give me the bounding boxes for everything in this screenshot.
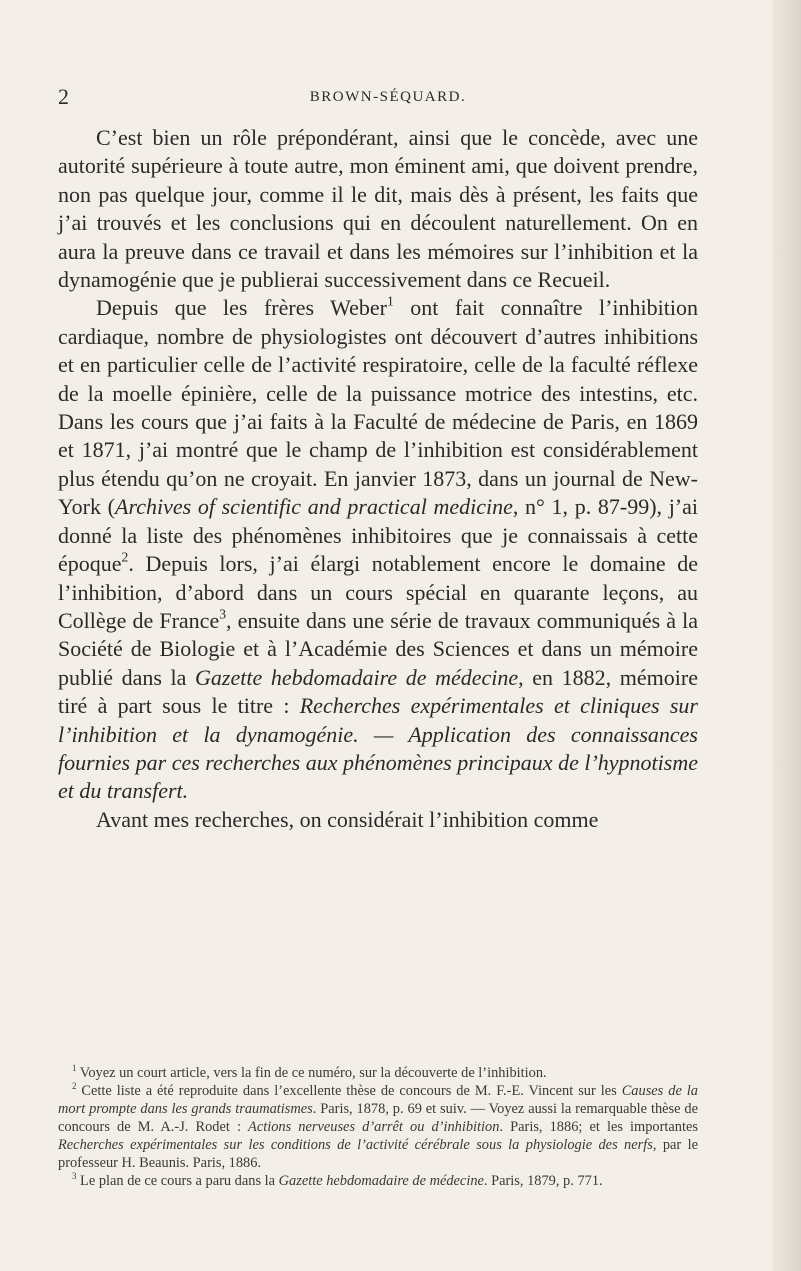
- journal-title-archives: Archives of scientific and practical medicine: [115, 494, 513, 520]
- paragraph-2: [58, 294, 698, 805]
- footnote-3-part-a: Le plan de ce cours a paru dans la: [76, 1173, 279, 1189]
- footnotes: [58, 1064, 698, 1190]
- footnote-ref-3: 3: [219, 606, 227, 622]
- footnote-2-part-a: Cette liste a été reproduite dans l’excellente thèse de concours de M. F.-E. Vincent sur les: [76, 1083, 622, 1099]
- footnote-2-part-d: , par le professeur H. Beaunis. Paris, 1886.: [58, 1137, 698, 1171]
- page-edge: [773, 0, 801, 1271]
- footnote-1-mark: 1: [72, 1062, 77, 1073]
- running-head: BROWN-SÉQUARD.: [309, 89, 467, 105]
- footnote-ref-2: 2: [121, 549, 129, 565]
- footnote-ref-1: 1: [386, 293, 394, 309]
- page-header: [58, 82, 718, 112]
- footnote-3-title-gazette: Gazette hebdomadaire de médecine: [278, 1173, 484, 1189]
- memoir-title: Recherches expérimentales et cliniques sur l’inhibition et la dynamogénie. — Application des connaissances fournies par ces recherches aux phénomènes principaux de l’hypnotisme et du transfert.: [58, 693, 698, 804]
- paragraph-2-part-e: , ensuite dans une série de travaux communiqués à la Société de Biologie et à l’Académie des Sciences et dans un mémoire publié dans la: [58, 607, 698, 690]
- footnote-3-part-b: . Paris, 1879, p. 771.: [483, 1173, 603, 1189]
- paragraph-2-part-a: Depuis que les frères Weber: [96, 295, 387, 321]
- footnote-2-title-causes: Causes de la mort prompte dans les grands traumatismes: [58, 1083, 698, 1117]
- footnote-2-mark: 2: [72, 1080, 77, 1091]
- paragraph-2-part-f: , en 1882, mémoire tiré à part sous le titre :: [58, 664, 698, 719]
- paragraph-2-part-c: , n° 1, p. 87-99), j’ai donné la liste des phénomènes inhibitoires que je connaissais à cette époque: [58, 494, 699, 577]
- main-text: [58, 124, 698, 834]
- footnote-3: [58, 1172, 698, 1190]
- paragraph-3: [58, 806, 698, 834]
- paragraph-2-part-d: . Depuis lors, j’ai élargi notablement encore le domaine de l’inhibition, d’abord dans un cours spécial en quarante leçons, au Collège de France: [58, 551, 698, 633]
- paragraph-2-part-b: ont fait connaître l’inhibition cardiaque, nombre de physiologistes ont découvert d’autres inhibitions et en particulier celle de l’activité respiratoire, celle de la faculté réflexe de la moelle épinière, celle de la puissance motrice des intestins, etc. Dans les cours que j’ai faits à la Faculté de médecine de Paris, en 1869 et 1871, j’ai montré que le champ de l’inhibition est considérablement plus étendu qu’on ne croyait. En janvier 1873, dans un journal de New-York (: [58, 295, 698, 520]
- footnote-2-title-actions: Actions nerveuses d’arrêt ou d’inhibition: [248, 1119, 500, 1135]
- paragraph-1-text: C’est bien un rôle prépondérant, ainsi que le concède, avec une autorité supérieure à toute autre, mon éminent ami, que doivent prendre, non pas quelque jour, comme il le dit, mais dès à présent, les faits que j’ai trouvés et les conclusions qui en découlent naturellement. On en aura la preuve dans ce travail et dans les mémoires sur l’inhibition et la dynamogénie que je publierai successivement dans ce Recueil.: [58, 125, 698, 293]
- journal-title-gazette: Gazette hebdomadaire de médecine: [195, 664, 519, 690]
- footnote-2-part-c: . Paris, 1886; et les importantes: [499, 1119, 698, 1135]
- paragraph-1: [58, 124, 698, 294]
- footnote-3-mark: 3: [72, 1170, 77, 1181]
- footnote-1-text: Voyez un court article, vers la fin de ce numéro, sur la découverte de l’inhibition.: [76, 1065, 547, 1081]
- footnote-2-part-b: . Paris, 1878, p. 69 et suiv. — Voyez aussi la remarquable thèse de concours de M. A.-J. Rodet :: [58, 1101, 699, 1135]
- paragraph-3-text: Avant mes recherches, on considérait l’inhibition comme: [96, 806, 599, 832]
- footnote-2-title-recherches: Recherches expérimentales sur les conditions de l’activité cérébrale sous la physiologie des nerfs: [58, 1137, 653, 1153]
- footnote-1: [58, 1064, 698, 1082]
- footnote-2: [58, 1082, 698, 1172]
- page-number: 2: [58, 84, 69, 109]
